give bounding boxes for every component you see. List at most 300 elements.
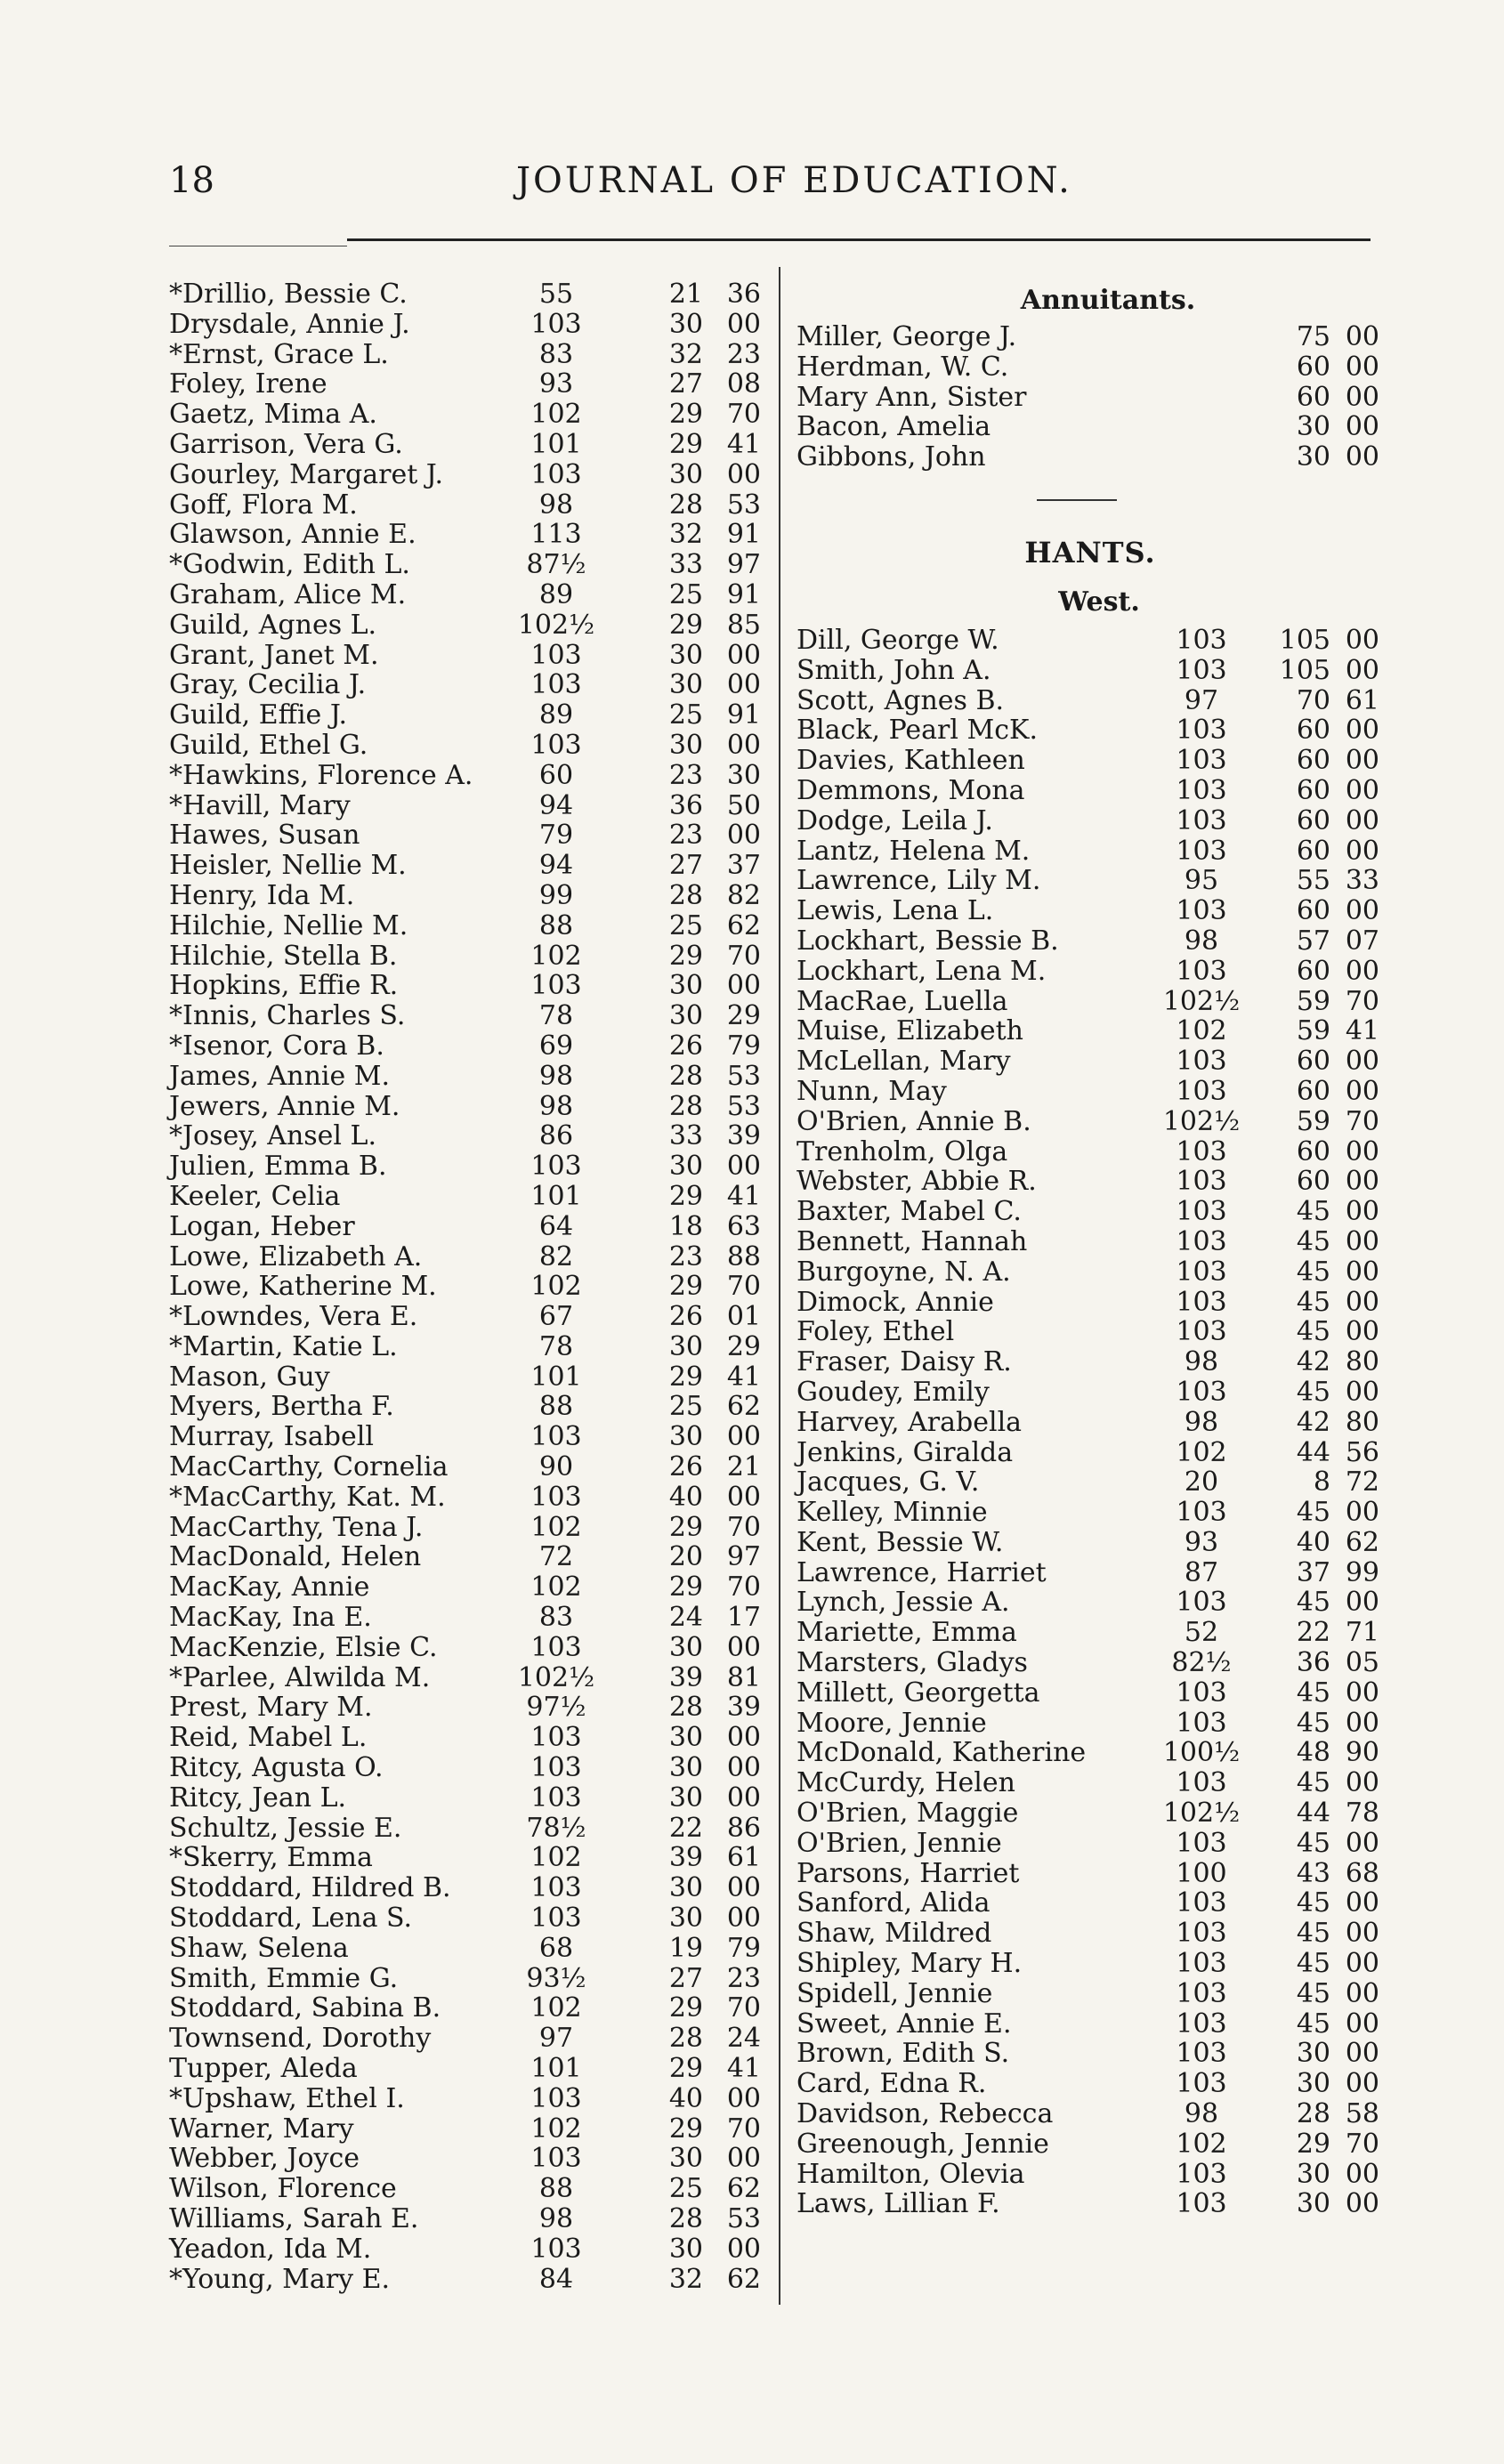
entry-amount: 103 (1176, 2188, 1227, 2220)
entry-name: Lockhart, Bessie B. (796, 925, 1059, 957)
list-item (169, 731, 774, 761)
entry-cents: 41 (726, 1180, 761, 1212)
entry-amount: 103 (1176, 1918, 1227, 1950)
entry-amount: 93 (538, 368, 574, 400)
entry-amount: 100½ (1162, 1737, 1241, 1769)
entry-amount: 103 (530, 639, 582, 671)
entry-dollars: 28 (668, 879, 703, 911)
entry-amount: 103 (1176, 804, 1227, 836)
entry-cents: 61 (726, 1842, 761, 1874)
entry-dollars: 57 (1296, 925, 1330, 957)
entry-dollars: 42 (1296, 1406, 1330, 1438)
entry-amount: 78½ (526, 1812, 586, 1844)
entry-dollars: 60 (1296, 804, 1330, 836)
list-item (169, 1993, 774, 2024)
entry-amount: 99 (538, 879, 574, 911)
list-item (796, 1288, 1384, 1318)
entry-dollars: 30 (668, 1722, 703, 1754)
list-item (169, 1482, 774, 1513)
entry-cents: 41 (726, 2053, 761, 2085)
entry-name: Burgoyne, N. A. (796, 1256, 1011, 1288)
entry-dollars: 28 (668, 1692, 703, 1724)
annuitants-heading: Annuitants. (1020, 285, 1196, 316)
entry-name: Davies, Kathleen (796, 745, 1025, 777)
entry-dollars: 30 (668, 1631, 703, 1663)
entry-name: *Lowndes, Vera E. (169, 1301, 418, 1333)
entry-name: Guild, Effie J. (169, 699, 348, 731)
list-item (796, 1077, 1384, 1107)
entry-cents: 62 (1345, 1526, 1379, 1558)
entry-cents: 80 (1345, 1406, 1379, 1438)
entry-cents: 00 (726, 1631, 761, 1663)
entry-amount: 89 (538, 578, 574, 610)
entry-amount: 101 (530, 1361, 582, 1393)
list-item (796, 2009, 1384, 2040)
entry-cents: 58 (1345, 2098, 1379, 2130)
list-item (169, 941, 774, 972)
entry-name: *Young, Mary E. (169, 2263, 391, 2295)
entry-name: *Isenor, Cora B. (169, 1030, 384, 1062)
entry-cents: 00 (1345, 2188, 1379, 2220)
entry-name: Shipley, Mary H. (796, 1948, 1023, 1980)
list-item (169, 2234, 774, 2265)
list-item (169, 1392, 774, 1422)
entry-amount: 103 (530, 2143, 582, 2175)
list-item (169, 2174, 774, 2204)
entry-dollars: 45 (1296, 1256, 1330, 1288)
entry-cents: 23 (726, 1962, 761, 1994)
entry-amount: 103 (1176, 1376, 1227, 1408)
entry-cents: 00 (726, 1151, 761, 1183)
entry-cents: 00 (726, 669, 761, 701)
entry-dollars: 105 (1279, 624, 1330, 656)
entry-dollars: 30 (668, 1000, 703, 1032)
entry-name: Goudey, Emily (796, 1376, 990, 1408)
entry-name: *Josey, Ansel L. (169, 1120, 376, 1152)
entry-dollars: 27 (668, 1962, 703, 1994)
entry-dollars: 30 (668, 1781, 703, 1814)
entry-name: Hopkins, Effie R. (169, 970, 399, 1002)
entry-dollars: 37 (1296, 1556, 1330, 1588)
entry-name: MacKay, Ina E. (169, 1602, 372, 1634)
entry-name: MacCarthy, Tena J. (169, 1511, 424, 1543)
list-item (796, 1919, 1384, 1949)
entry-name: Millett, Georgetta (796, 1676, 1040, 1709)
entry-cents: 00 (1345, 1948, 1379, 1980)
entry-cents: 72 (1345, 1466, 1379, 1499)
entry-name: Dodge, Leila J. (796, 804, 993, 836)
entry-cents: 00 (726, 2233, 761, 2265)
list-item (169, 641, 774, 671)
entry-amount: 97 (1184, 684, 1219, 716)
entry-cents: 70 (726, 1571, 761, 1604)
list-item (796, 1107, 1384, 1137)
list-item (796, 836, 1384, 867)
entry-cents: 91 (726, 519, 761, 551)
entry-name: Guild, Ethel G. (169, 729, 368, 761)
entry-name: Kelley, Minnie (796, 1497, 988, 1529)
entry-cents: 00 (1345, 804, 1379, 836)
entry-amount: 60 (538, 759, 574, 791)
entry-amount: 102½ (1162, 1105, 1241, 1137)
list-item (796, 383, 1384, 413)
right-column (796, 279, 1384, 2219)
list-item (796, 686, 1384, 716)
entry-dollars: 45 (1296, 1196, 1330, 1228)
list-item (796, 1528, 1384, 1558)
entry-amount: 82½ (1171, 1647, 1232, 1679)
entry-amount: 103 (1176, 624, 1227, 656)
entry-dollars: 30 (1296, 2188, 1330, 2220)
list-item (796, 957, 1384, 987)
entry-name: Webster, Abbie R. (796, 1166, 1037, 1198)
entry-dollars: 45 (1296, 1587, 1330, 1619)
entry-dollars: 28 (668, 489, 703, 521)
list-item (169, 820, 774, 851)
list-item (796, 2069, 1384, 2099)
entry-name: Prest, Mary M. (169, 1692, 373, 1724)
entry-name: Dill, George W. (796, 624, 999, 656)
entry-amount: 20 (1184, 1466, 1219, 1499)
entry-cents: 00 (1345, 381, 1379, 413)
entry-amount: 103 (1176, 715, 1227, 747)
entry-cents: 00 (1345, 1767, 1379, 1799)
entry-name: Brown, Edith S. (796, 2038, 1010, 2070)
entry-dollars: 30 (668, 1752, 703, 1784)
entry-name: MacCarthy, Cornelia (169, 1451, 449, 1483)
entry-name: Foley, Irene (169, 368, 327, 400)
entry-name: Schultz, Jessie E. (169, 1812, 402, 1844)
entry-cents: 97 (726, 549, 761, 581)
entry-dollars: 23 (668, 759, 703, 791)
entry-cents: 62 (726, 2263, 761, 2295)
entry-amount: 103 (1176, 1256, 1227, 1288)
entry-name: Jenkins, Giralda (796, 1436, 1014, 1468)
list-item (796, 1709, 1384, 1739)
entry-cents: 23 (726, 338, 761, 370)
entry-name: Lawrence, Lily M. (796, 865, 1041, 897)
entry-dollars: 45 (1296, 1977, 1330, 2009)
entry-dollars: 45 (1296, 1767, 1330, 1799)
entry-cents: 36 (726, 279, 761, 310)
entry-dollars: 30 (668, 1903, 703, 1935)
entry-dollars: 25 (668, 909, 703, 941)
list-item (796, 1016, 1384, 1046)
entry-name: Foley, Ethel (796, 1316, 955, 1348)
entry-dollars: 21 (668, 279, 703, 310)
entry-dollars: 33 (668, 549, 703, 581)
entry-amount: 103 (1176, 1948, 1227, 1980)
entry-cents: 00 (726, 1481, 761, 1513)
entry-amount: 103 (1176, 1135, 1227, 1167)
entry-cents: 00 (1345, 1166, 1379, 1198)
entry-cents: 39 (726, 1120, 761, 1152)
entry-cents: 00 (1345, 1286, 1379, 1318)
entry-cents: 00 (726, 1903, 761, 1935)
entry-cents: 24 (726, 2023, 761, 2055)
list-item (169, 1542, 774, 1572)
entry-amount: 103 (530, 1903, 582, 1935)
list-item (796, 1618, 1384, 1648)
list-item (169, 1783, 774, 1814)
list-item (796, 746, 1384, 776)
entry-name: Gourley, Margaret J. (169, 458, 444, 490)
entry-dollars: 36 (1296, 1647, 1330, 1679)
entry-name: *Skerry, Emma (169, 1842, 373, 1874)
entry-name: Demmons, Mona (796, 774, 1025, 806)
entry-amount: 102 (1176, 1436, 1227, 1468)
list-item (169, 881, 774, 911)
entry-amount: 102 (530, 1271, 582, 1303)
entry-dollars: 33 (668, 1120, 703, 1152)
entry-cents: 17 (726, 1602, 761, 1634)
entry-name: Reid, Mabel L. (169, 1722, 368, 1754)
entry-cents: 00 (1345, 1977, 1379, 2009)
list-item (169, 1332, 774, 1362)
entry-dollars: 45 (1296, 1497, 1330, 1529)
entry-amount: 103 (530, 1752, 582, 1784)
entry-cents: 88 (726, 1240, 761, 1272)
entry-amount: 93½ (526, 1962, 586, 1994)
entry-amount: 103 (530, 970, 582, 1002)
entry-cents: 00 (1345, 1887, 1379, 1919)
entry-name: O'Brien, Jennie (796, 1827, 1002, 1859)
page-header (169, 160, 1353, 214)
entry-dollars: 30 (1296, 411, 1330, 443)
entry-name: Heisler, Nellie M. (169, 850, 407, 882)
entry-cents: 00 (1345, 654, 1379, 686)
entry-name: Goff, Flora M. (169, 489, 358, 521)
entry-cents: 01 (726, 1301, 761, 1333)
entry-name: Lawrence, Harriet (796, 1556, 1047, 1588)
entry-cents: 00 (1345, 1256, 1379, 1288)
entry-cents: 00 (1345, 1918, 1379, 1950)
entry-dollars: 60 (1296, 715, 1330, 747)
entry-cents: 53 (726, 2203, 761, 2234)
entry-name: Murray, Isabell (169, 1421, 374, 1453)
entry-name: Trenholm, Olga (796, 1135, 1008, 1167)
entry-name: Henry, Ida M. (169, 879, 355, 911)
entry-amount: 67 (538, 1301, 574, 1333)
entry-dollars: 25 (668, 699, 703, 731)
entry-amount: 78 (538, 1330, 574, 1362)
entry-cents: 53 (726, 489, 761, 521)
entry-cents: 00 (1345, 2038, 1379, 2070)
list-item (169, 2204, 774, 2234)
entry-name: MacKenzie, Elsie C. (169, 1631, 438, 1663)
list-item (796, 1558, 1384, 1588)
entry-cents: 00 (1345, 1135, 1379, 1167)
entry-dollars: 28 (668, 2023, 703, 2055)
entry-name: *Godwin, Edith L. (169, 549, 410, 581)
entry-dollars: 55 (1296, 865, 1330, 897)
entry-dollars: 29 (668, 1271, 703, 1303)
list-item (169, 2024, 774, 2054)
list-item (169, 1964, 774, 1994)
entry-dollars: 29 (668, 1361, 703, 1393)
entry-name: Hilchie, Stella B. (169, 940, 398, 972)
list-item (796, 2099, 1384, 2129)
list-item (796, 866, 1384, 896)
entry-name: Muise, Elizabeth (796, 1015, 1023, 1047)
list-item (796, 2039, 1384, 2069)
entry-cents: 63 (726, 1210, 761, 1242)
entry-name: Hawes, Susan (169, 820, 360, 852)
list-item (169, 490, 774, 521)
entry-cents: 82 (726, 879, 761, 911)
entry-cents: 70 (1345, 985, 1379, 1017)
list-item (169, 851, 774, 881)
entry-dollars: 32 (668, 2263, 703, 2295)
entry-amount: 103 (1176, 955, 1227, 987)
entry-dollars: 22 (1296, 1617, 1330, 1649)
entry-name: Card, Edna R. (796, 2068, 987, 2100)
entry-amount: 103 (1176, 2008, 1227, 2040)
entry-cents: 70 (1345, 2128, 1379, 2160)
entry-dollars: 25 (668, 578, 703, 610)
list-item (796, 1949, 1384, 1979)
entry-dollars: 36 (668, 789, 703, 821)
entry-dollars: 29 (668, 940, 703, 972)
entry-cents: 41 (726, 1361, 761, 1393)
entry-amount: 102 (1176, 1015, 1227, 1047)
list-item (169, 1934, 774, 1964)
entry-amount: 98 (1184, 2098, 1219, 2130)
running-head: JOURNAL OF EDUCATION. (516, 160, 1072, 201)
entry-amount: 102 (530, 940, 582, 972)
entry-amount: 94 (538, 789, 574, 821)
entry-dollars: 25 (668, 2173, 703, 2205)
entry-amount: 97½ (526, 1692, 586, 1724)
list-item (796, 1317, 1384, 1347)
entry-dollars: 29 (668, 1511, 703, 1543)
list-item (169, 460, 774, 490)
list-item (169, 1422, 774, 1452)
list-item (169, 1513, 774, 1543)
list-item (796, 412, 1384, 442)
left-column (169, 279, 774, 2294)
entry-cents: 00 (726, 820, 761, 852)
entry-dollars: 19 (668, 1932, 703, 1964)
entry-name: Williams, Sarah E. (169, 2203, 419, 2234)
entry-name: Baxter, Mabel C. (796, 1196, 1022, 1228)
entry-cents: 61 (1345, 684, 1379, 716)
entry-amount: 102½ (517, 609, 595, 641)
entry-cents: 00 (1345, 2008, 1379, 2040)
entry-name: Lowe, Elizabeth A. (169, 1240, 423, 1272)
entry-dollars: 30 (668, 458, 703, 490)
entry-name: Lynch, Jessie A. (796, 1587, 1010, 1619)
entry-name: Guild, Agnes L. (169, 609, 377, 641)
entry-cents: 21 (726, 1451, 761, 1483)
entry-name: Grant, Janet M. (169, 639, 379, 671)
list-item (796, 1768, 1384, 1798)
entry-cents: 53 (726, 1090, 761, 1122)
entry-name: Hilchie, Nellie M. (169, 909, 408, 941)
entry-name: *Upshaw, Ethel I. (169, 2082, 405, 2114)
entry-name: Lantz, Helena M. (796, 835, 1031, 867)
list-item (796, 1738, 1384, 1768)
entry-name: Mason, Guy (169, 1361, 330, 1393)
entry-name: McDonald, Katherine (796, 1737, 1087, 1769)
entry-name: Lowe, Katherine M. (169, 1271, 437, 1303)
entry-name: Jacques, G. V. (796, 1466, 980, 1499)
entry-dollars: 30 (668, 2143, 703, 2175)
entry-name: Bacon, Amelia (796, 411, 991, 443)
entry-amount: 103 (1176, 1166, 1227, 1198)
entry-cents: 70 (726, 1992, 761, 2024)
entry-name: Ritcy, Jean L. (169, 1781, 347, 1814)
entry-name: *Drillio, Bessie C. (169, 279, 408, 310)
entry-name: Mariette, Emma (796, 1617, 1017, 1649)
list-item (169, 1903, 774, 1934)
entry-cents: 00 (726, 970, 761, 1002)
entry-name: *MacCarthy, Kat. M. (169, 1481, 446, 1513)
entry-cents: 70 (726, 1271, 761, 1303)
entry-amount: 64 (538, 1210, 574, 1242)
entry-dollars: 60 (1296, 774, 1330, 806)
entry-amount: 103 (1176, 835, 1227, 867)
entry-dollars: 105 (1279, 654, 1330, 686)
entry-cents: 00 (726, 1872, 761, 1904)
entry-amount: 103 (1176, 1767, 1227, 1799)
entry-name: Lewis, Lena L. (796, 895, 994, 927)
entry-dollars: 59 (1296, 1015, 1330, 1047)
entry-dollars: 32 (668, 338, 703, 370)
list-item (169, 1814, 774, 1844)
entry-cents: 00 (1345, 1196, 1379, 1228)
entry-amount: 103 (530, 1421, 582, 1453)
entry-amount: 98 (538, 1060, 574, 1092)
entry-cents: 79 (726, 1030, 761, 1062)
list-item (169, 1603, 774, 1633)
list-item (169, 2114, 774, 2145)
entry-amount: 102½ (1162, 1798, 1241, 1830)
entry-dollars: 60 (1296, 835, 1330, 867)
list-item (796, 806, 1384, 836)
entry-dollars: 42 (1296, 1346, 1330, 1378)
entry-amount: 103 (1176, 2068, 1227, 2100)
entry-dollars: 29 (668, 1571, 703, 1604)
entry-amount: 93 (1184, 1526, 1219, 1558)
entry-cents: 00 (726, 2143, 761, 2175)
entry-amount: 98 (1184, 1406, 1219, 1438)
list-item (796, 1498, 1384, 1528)
list-item (169, 1572, 774, 1603)
entry-name: Mary Ann, Sister (796, 381, 1027, 413)
entry-amount: 98 (538, 489, 574, 521)
entry-name: Webber, Joyce (169, 2143, 360, 2175)
entry-dollars: 40 (668, 2082, 703, 2114)
list-item (169, 1633, 774, 1663)
entry-dollars: 32 (668, 519, 703, 551)
list-item (169, 2144, 774, 2174)
entry-name: Harvey, Arabella (796, 1406, 1023, 1438)
entry-dollars: 22 (668, 1812, 703, 1844)
entry-amount: 68 (538, 1932, 574, 1964)
entry-dollars: 30 (668, 639, 703, 671)
entry-cents: 37 (726, 850, 761, 882)
entry-amount: 103 (530, 2082, 582, 2114)
list-item (169, 1843, 774, 1873)
entry-cents: 00 (1345, 441, 1379, 473)
entry-cents: 00 (1345, 774, 1379, 806)
list-item (796, 1829, 1384, 1859)
entry-name: Stoddard, Sabina B. (169, 1992, 441, 2024)
entry-dollars: 45 (1296, 1887, 1330, 1919)
entry-cents: 80 (1345, 1346, 1379, 1378)
entry-cents: 00 (1345, 2068, 1379, 2100)
